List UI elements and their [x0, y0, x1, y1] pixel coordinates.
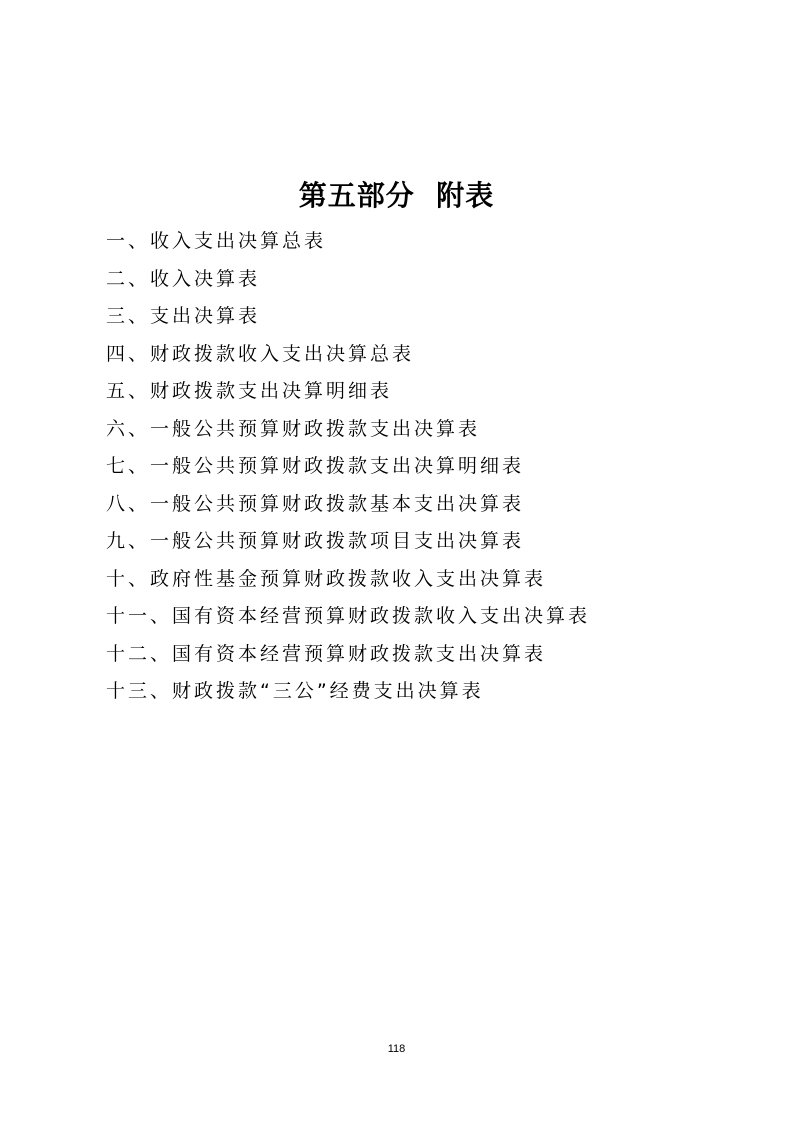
list-item: 十三、财政拨款“三公”经费支出决算表	[106, 680, 484, 702]
list-item: 六、一般公共预算财政拨款支出决算表	[106, 417, 481, 440]
list-item: 二、收入决算表	[106, 267, 261, 290]
list-item: 七、一般公共预算财政拨款支出决算明细表	[106, 455, 525, 477]
list-item: 四、财政拨款收入支出决算总表	[106, 342, 415, 365]
list-item: 十二、国有资本经营预算财政拨款支出决算表	[106, 642, 547, 665]
list-item: 五、财政拨款支出决算明细表	[106, 380, 393, 402]
list-item: 十一、国有资本经营预算财政拨款收入支出决算表	[106, 605, 591, 627]
appendix-table-list	[106, 223, 590, 711]
list-item: 八、一般公共预算财政拨款基本支出决算表	[106, 492, 525, 515]
page-number: 118	[387, 1043, 406, 1055]
list-item: 九、一般公共预算财政拨款项目支出决算表	[106, 530, 525, 552]
list-item: 三、支出决算表	[106, 305, 261, 327]
list-item: 一、收入支出决算总表	[106, 230, 327, 252]
page-title: 第五部分 附表	[298, 179, 495, 212]
list-item: 十、政府性基金预算财政拨款收入支出决算表	[106, 567, 547, 590]
